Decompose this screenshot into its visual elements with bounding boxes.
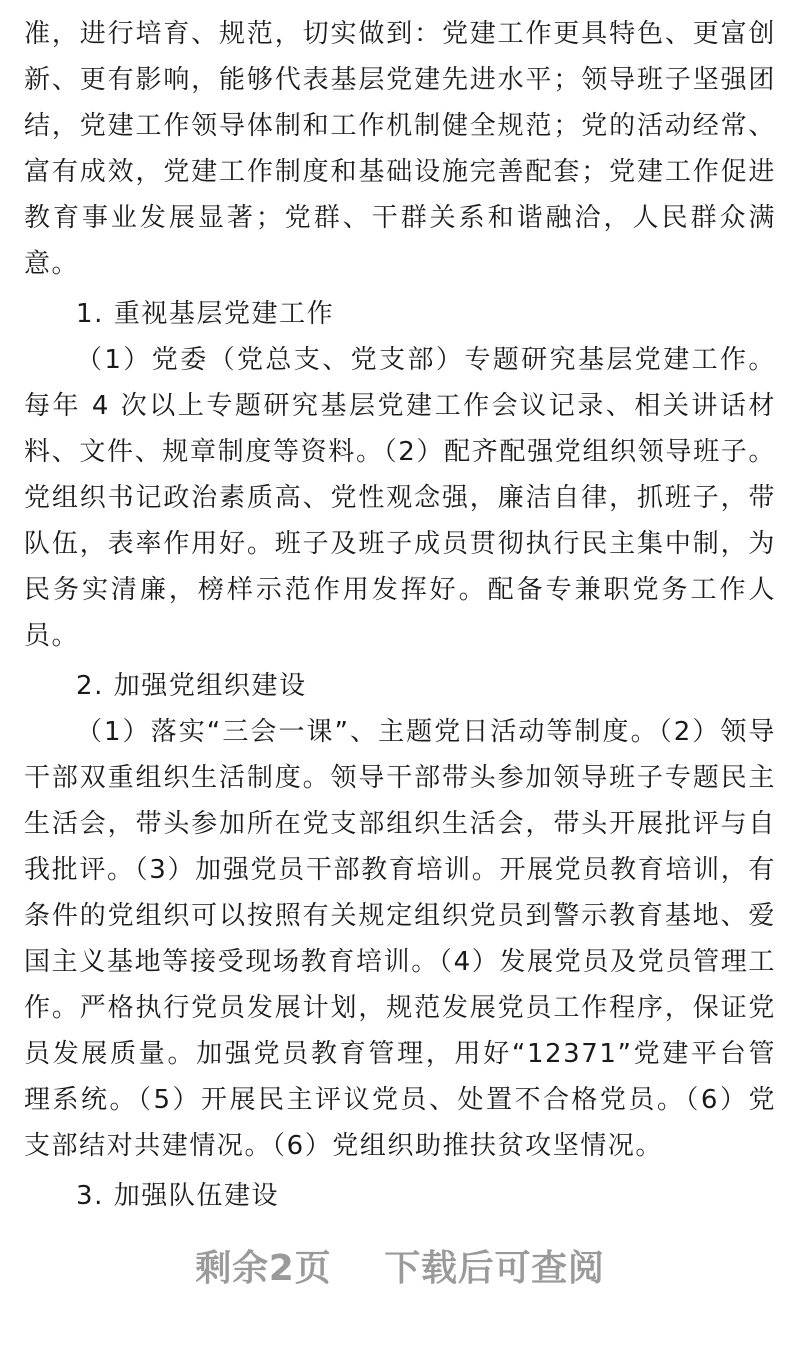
paragraph-section-1: （1）党委（党总支、党支部）专题研究基层党建工作。每年 4 次以上专题研究基层党建工作会议记录、相关讲话材料、文件、规章制度等资料。（2）配齐配强党组织领导班子。党组织书记政治素质高、党性观念强，廉洁自律，抓班子，带队伍，表率作用好。班子及班子成员贯彻执行民主集中制，为民务实清廉，榜样示范作用发挥好。配备专兼职党务工作人员。 bbox=[24, 345, 776, 651]
document-body bbox=[24, 0, 776, 1219]
paragraph-intro: 准，进行培育、规范，切实做到：党建工作更具特色、更富创新、更有影响，能够代表基层党建先进水平；领导班子坚强团结，党建工作领导体制和工作机制健全规范；党的活动经常、富有成效，党建工作制度和基础设施完善配套；党建工作促进教育事业发展显著；党群、干群关系和谐融洽，人民群众满意。 bbox=[24, 19, 776, 279]
section-heading-2: 2. 加强党组织建设 bbox=[76, 671, 307, 701]
section-heading-1: 1. 重视基层党建工作 bbox=[76, 299, 335, 329]
paragraph-section-2: （1）落实“三会一课”、主题党日活动等制度。（2）领导干部双重组织生活制度。领导干部带头参加领导班子专题民主生活会，带头参加所在党支部组织生活会，带头开展批评与自我批评。（3）加强党员干部教育培训。开展党员教育培训，有条件的党组织可以按照有关规定组织党员到警示教育基地、爱国主义基地等接受现场教育培训。（4）发展党员及党员管理工作。严格执行党员发展计划，规范发展党员工作程序，保证党员发展质量。加强党员教育管理，用好“12371”党建平台管理系统。（5）开展民主评议党员、处置不合格党员。（6）党支部结对共建情况。（6）党组织助推扶贫攻坚情况。 bbox=[24, 717, 776, 1161]
section-heading-3: 3. 加强队伍建设 bbox=[76, 1181, 280, 1211]
remaining-pages-download-prompt[interactable]: 剩余2页 下载后可查阅 bbox=[195, 1248, 605, 1289]
